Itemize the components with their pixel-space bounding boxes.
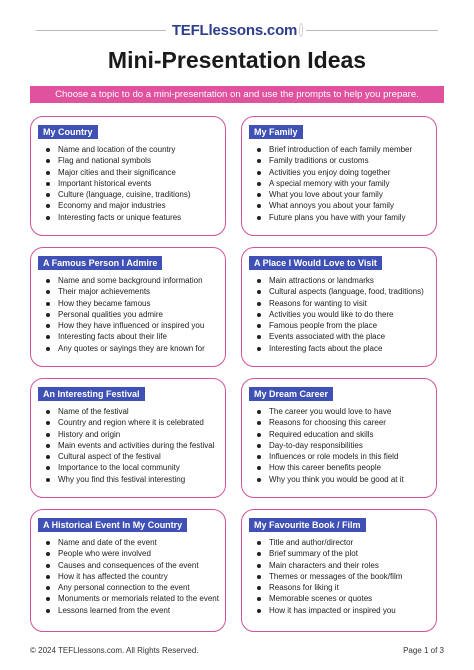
list-item: Famous people from the place: [254, 320, 432, 331]
logo: [171, 21, 298, 39]
list-item: Cultural aspect of the festival: [43, 451, 221, 462]
card-title: My Favourite Book / Film: [249, 518, 366, 532]
prompt-list: [254, 406, 432, 485]
topic-card: [30, 378, 226, 498]
card-title: A Famous Person I Admire: [38, 256, 162, 270]
page-title: Mini-Presentation Ideas: [107, 47, 367, 73]
card-title: A Place I Would Love to Visit: [249, 256, 382, 270]
list-item: Causes and consequences of the event: [43, 560, 221, 571]
list-item: What annoys you about your family: [254, 200, 432, 211]
list-item: Personal qualities you admire: [43, 309, 221, 320]
list-item: Interesting facts about their life: [43, 331, 221, 342]
list-item: Events associated with the place: [254, 331, 432, 342]
page-number: Page 1 of 3: [403, 646, 444, 655]
list-item: A special memory with your family: [254, 178, 432, 189]
list-item: Any personal connection to the event: [43, 582, 221, 593]
list-item: Reasons for wanting to visit: [254, 298, 432, 309]
list-item: Required education and skills: [254, 429, 432, 440]
instructions-banner: Choose a topic to do a mini-presentation on and use the prompts to help you prepare.: [30, 86, 444, 103]
list-item: The career you would love to have: [254, 406, 432, 417]
list-item: Main attractions or landmarks: [254, 275, 432, 286]
list-item: Major cities and their significance: [43, 167, 221, 178]
card-title: A Historical Event In My Country: [38, 518, 187, 532]
list-item: Reasons for liking it: [254, 582, 432, 593]
list-item: Name and some background information: [43, 275, 221, 286]
list-item: How they have influenced or inspired you: [43, 320, 221, 331]
list-item: How it has affected the country: [43, 571, 221, 582]
divider: [306, 30, 438, 31]
copyright-text: © 2024 TEFLlessons.com. All Rights Reserved.: [30, 646, 199, 655]
list-item: Importance to the local community: [43, 462, 221, 473]
list-item: Main characters and their roles: [254, 560, 432, 571]
list-item: Name and location of the country: [43, 144, 221, 155]
list-item: Activities you would like to do there: [254, 309, 432, 320]
list-item: Family traditions or customs: [254, 155, 432, 166]
brand-name: TEFLlessons.com: [171, 21, 298, 39]
topic-card: [241, 247, 437, 367]
card-title: An Interesting Festival: [38, 387, 145, 401]
list-item: What you love about your family: [254, 189, 432, 200]
topic-card: [30, 247, 226, 367]
list-item: Reasons for choosing this career: [254, 417, 432, 428]
prompt-list: [43, 275, 221, 354]
topic-card: [241, 509, 437, 632]
topic-card: [30, 116, 226, 236]
list-item: Culture (language, cuisine, traditions): [43, 189, 221, 200]
tefl-logo-icon: [300, 24, 302, 36]
list-item: Monuments or memorials related to the event: [43, 593, 221, 604]
list-item: Brief summary of the plot: [254, 548, 432, 559]
divider: [36, 30, 166, 31]
list-item: Their major achievements: [43, 286, 221, 297]
list-item: Economy and major industries: [43, 200, 221, 211]
list-item: Any quotes or sayings they are known for: [43, 343, 221, 354]
list-item: Country and region where it is celebrated: [43, 417, 221, 428]
list-item: Future plans you have with your family: [254, 212, 432, 223]
list-item: Why you find this festival interesting: [43, 474, 221, 485]
prompt-list: [43, 537, 221, 616]
list-item: Themes or messages of the book/film: [254, 571, 432, 582]
list-item: Cultural aspects (language, food, traditions): [254, 286, 432, 297]
prompt-list: [254, 144, 432, 223]
list-item: How they became famous: [43, 298, 221, 309]
list-item: Activities you enjoy doing together: [254, 167, 432, 178]
list-item: How this career benefits people: [254, 462, 432, 473]
list-item: Name and date of the event: [43, 537, 221, 548]
topic-card: [30, 509, 226, 632]
prompt-list: [254, 537, 432, 616]
list-item: History and origin: [43, 429, 221, 440]
list-item: Why you think you would be good at it: [254, 474, 432, 485]
card-title: My Family: [249, 125, 303, 139]
topic-card: [241, 378, 437, 498]
prompt-list: [43, 406, 221, 485]
header-brand: [0, 20, 474, 40]
list-item: Main events and activities during the festival: [43, 440, 221, 451]
page-footer: [30, 646, 444, 655]
list-item: Flag and national symbols: [43, 155, 221, 166]
list-item: How it has impacted or inspired you: [254, 605, 432, 616]
list-item: Interesting facts about the place: [254, 343, 432, 354]
list-item: Title and author/director: [254, 537, 432, 548]
list-item: Name of the festival: [43, 406, 221, 417]
list-item: Memorable scenes or quotes: [254, 593, 432, 604]
list-item: Influences or role models in this field: [254, 451, 432, 462]
prompt-list: [43, 144, 221, 223]
list-item: People who were involved: [43, 548, 221, 559]
topic-card: [241, 116, 437, 236]
list-item: Brief introduction of each family member: [254, 144, 432, 155]
list-item: Lessons learned from the event: [43, 605, 221, 616]
card-title: My Country: [38, 125, 98, 139]
card-title: My Dream Career: [249, 387, 333, 401]
list-item: Day-to-day responsibilities: [254, 440, 432, 451]
prompt-list: [254, 275, 432, 354]
list-item: Interesting facts or unique features: [43, 212, 221, 223]
list-item: Important historical events: [43, 178, 221, 189]
